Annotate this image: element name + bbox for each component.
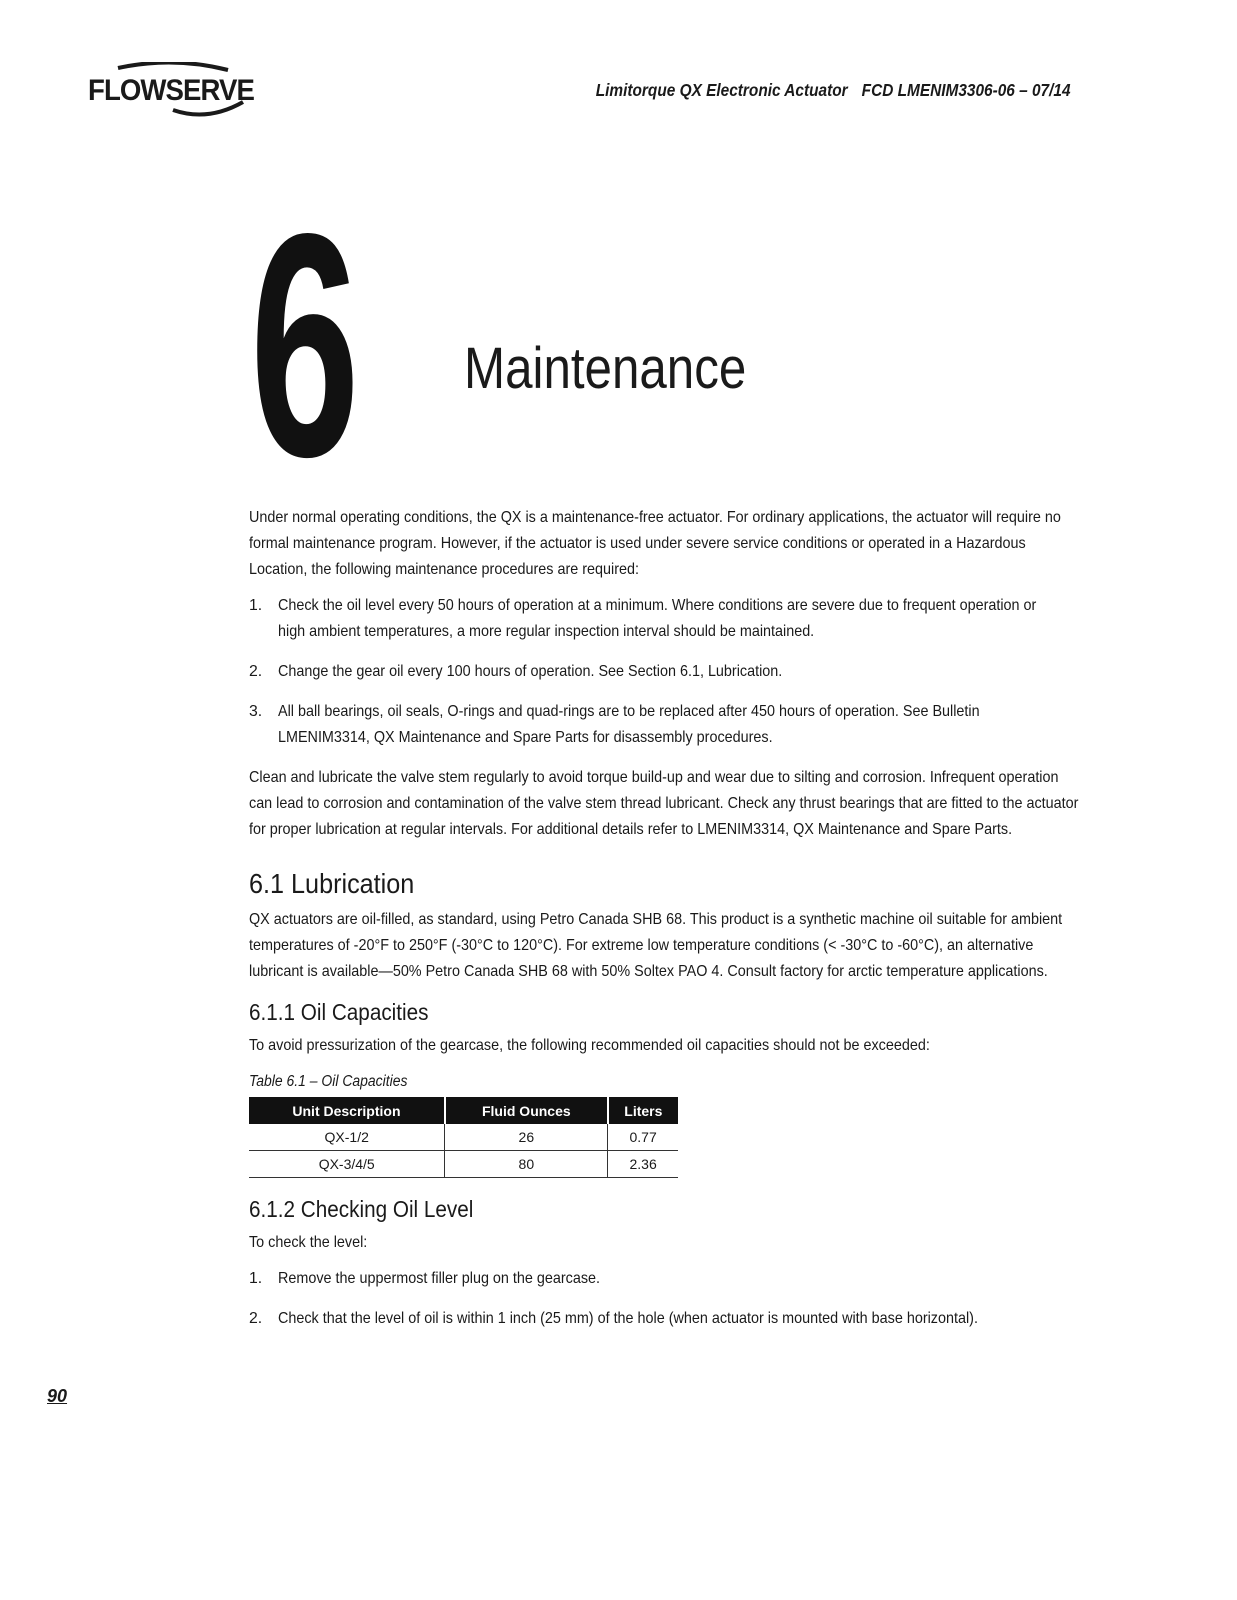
list-item: 1. Remove the uppermost filler plug on the gearcase. — [249, 1270, 601, 1287]
table-header-row — [249, 1097, 678, 1124]
table-cell: 0.77 — [608, 1124, 678, 1151]
column-header: Fluid Ounces — [445, 1097, 608, 1124]
column-header: Unit Description — [249, 1097, 445, 1124]
clean-paragraph: Clean and lubricate the valve stem regularly to avoid torque build-up and wear due to silting and corrosion. Infrequent operation can lead to corrosion and contamination of the valve stem thread lubricant. Check any thrust bearings that are fitted to the actuator for proper lubrication at regular intervals. For additional details refer to LMENIM3314, QX Maintenance and Spare Parts. — [249, 769, 1079, 838]
doc-title: Limitorque QX Electronic Actuator — [596, 80, 849, 100]
section-heading-checking-oil: 6.1.2 Checking Oil Level — [249, 1196, 474, 1222]
table-cell: 2.36 — [608, 1151, 678, 1178]
section-heading-lubrication: 6.1 Lubrication — [249, 868, 415, 899]
table-cell: QX-3/4/5 — [249, 1151, 445, 1178]
table-row — [249, 1124, 678, 1151]
list-item: 2. Check that the level of oil is within 1 inch (25 mm) of the hole (when actuator is mounted with base horizontal). — [249, 1310, 978, 1327]
running-header — [596, 80, 1071, 101]
table-cell: 26 — [445, 1124, 608, 1151]
table-caption: Table 6.1 – Oil Capacities — [249, 1073, 408, 1090]
oil-capacities-paragraph: To avoid pressurization of the gearcase, the following recommended oil capacities should not be exceeded: — [249, 1037, 930, 1054]
procedure-list — [249, 593, 1079, 751]
page-number: 90 — [47, 1386, 68, 1406]
checking-steps-list — [249, 1266, 1079, 1332]
table-cell: QX-1/2 — [249, 1124, 445, 1151]
chapter-title: Maintenance — [464, 336, 747, 401]
doc-code: FCD LMENIM3306-06 – 07/14 — [862, 80, 1071, 100]
chapter-number: 6 — [250, 168, 356, 523]
list-item: 2. Change the gear oil every 100 hours of operation. See Section 6.1, Lubrication. — [249, 663, 783, 680]
section-heading-oil-capacities: 6.1.1 Oil Capacities — [249, 999, 429, 1025]
main-content — [249, 505, 1079, 1346]
lubrication-paragraph: QX actuators are oil-filled, as standard, using Petro Canada SHB 68. This product is a synthetic machine oil suitable for ambient temperatures of -20°F to 250°F (-30°C to 120°C). For extreme low temperature conditions (< -30°C to -60°C), an alternative lubricant is available—50% Petro Canada SHB 68 with 50% Soltex PAO 4. Consult factory for arctic temperature applications. — [249, 911, 1063, 980]
intro-paragraph: Under normal operating conditions, the QX is a maintenance-free actuator. For ordinary applications, the actuator will require no formal maintenance program. However, if the actuator is used under severe service conditions or operated in a Hazardous Location, the following maintenance procedures are required: — [249, 509, 1061, 578]
table-cell: 80 — [445, 1151, 608, 1178]
oil-capacities-table — [249, 1097, 678, 1178]
flowserve-logo — [88, 62, 263, 122]
list-item: 3. All ball bearings, oil seals, O-rings and quad-rings are to be replaced after 450 hours of operation. See Bulletin LMENIM3314, QX Maintenance and Spare Parts for disassembly procedures. — [249, 703, 980, 746]
checking-intro: To check the level: — [249, 1234, 368, 1251]
list-item: 1. Check the oil level every 50 hours of operation at a minimum. Where conditions are severe due to frequent operation or high ambient temperatures, a more regular inspection interval should be maintained. — [249, 597, 1037, 640]
column-header: Liters — [608, 1097, 678, 1124]
logo-text: FLOWSERVE — [88, 74, 255, 107]
table-row — [249, 1151, 678, 1178]
